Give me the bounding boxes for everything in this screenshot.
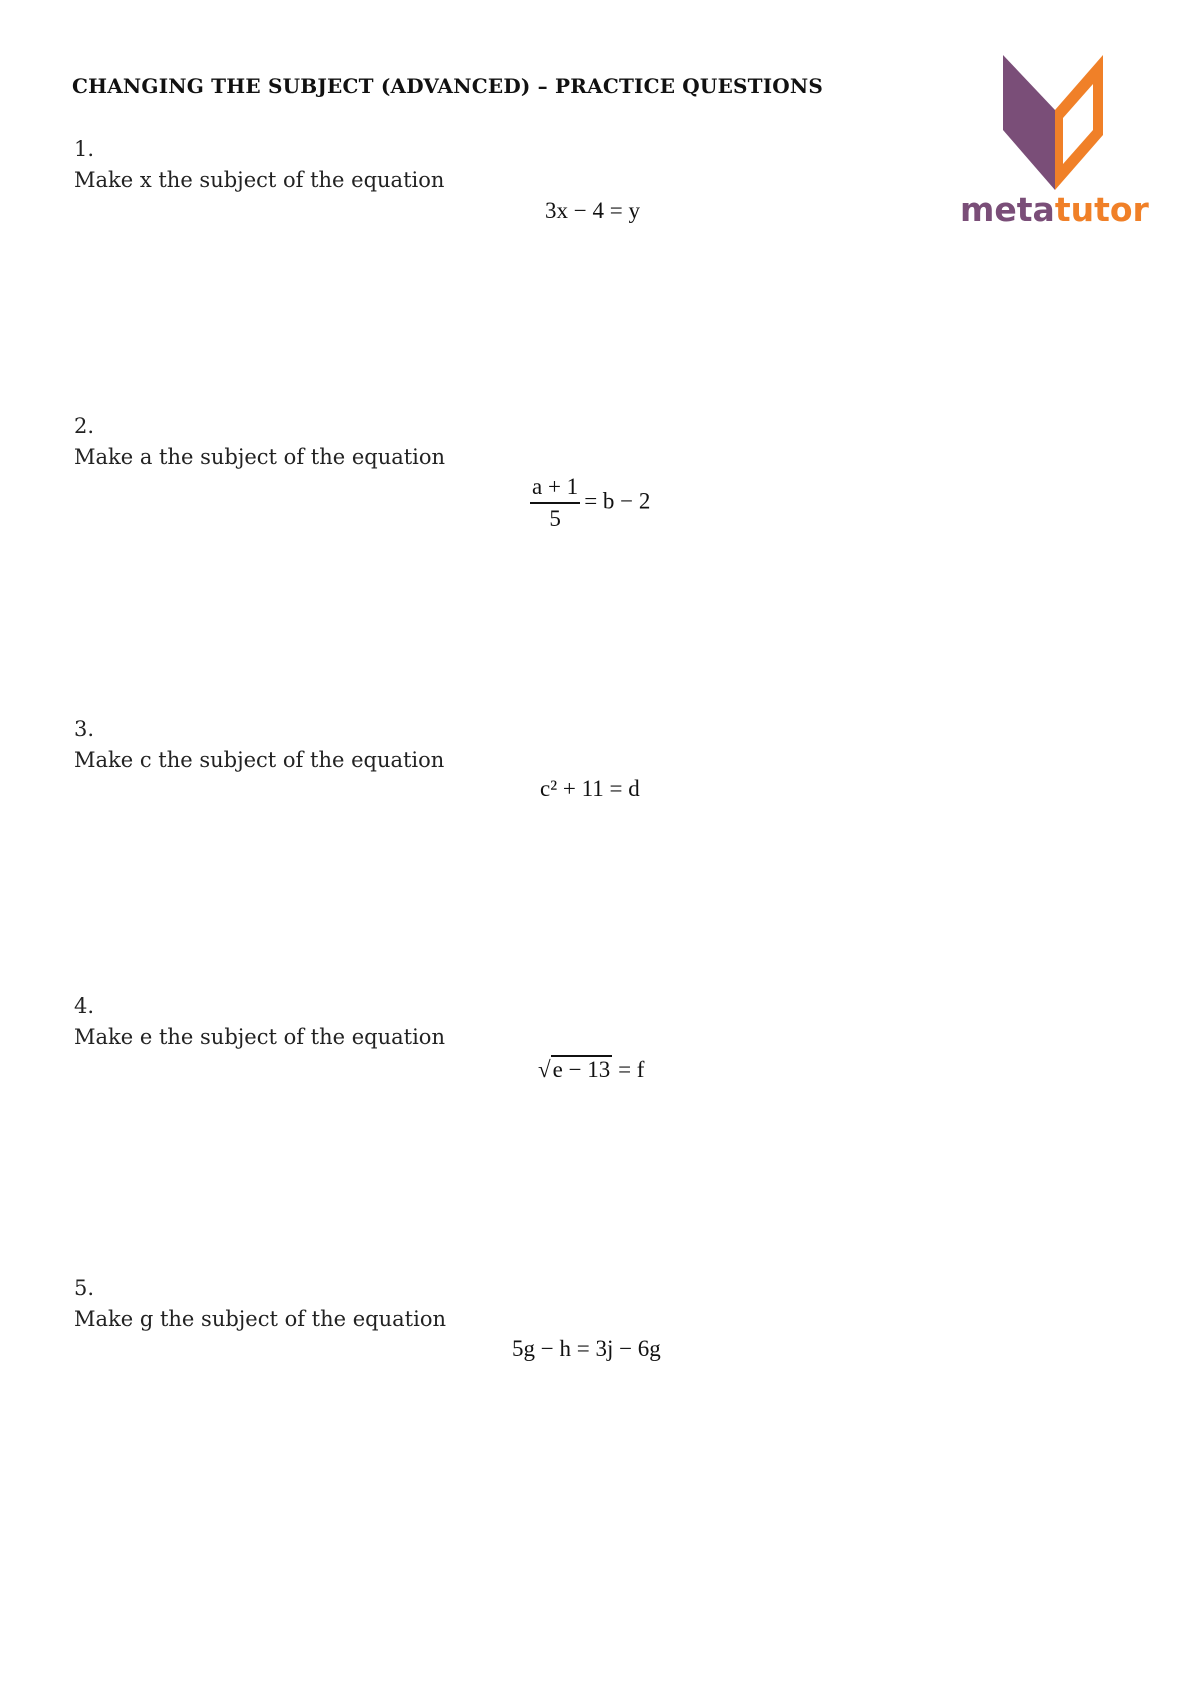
question-4 (74, 991, 445, 1053)
denominator: 5 (549, 506, 561, 531)
question-prompt: Make g the subject of the equation (74, 1307, 446, 1331)
question-3 (74, 714, 444, 776)
equation-rhs: = b − 2 (584, 488, 651, 514)
question-number: 3. (74, 717, 95, 741)
page-title: CHANGING THE SUBJECT (ADVANCED) – PRACTICE QUESTIONS (72, 74, 824, 98)
equation-rhs: = f (618, 1057, 645, 1082)
equation-5: 5g − h = 3j − 6g (512, 1336, 661, 1361)
logo-wordmark: metatutor (960, 190, 1149, 229)
question-prompt: Make e the subject of the equation (74, 1025, 445, 1049)
question-5 (74, 1273, 446, 1335)
equation-4 (538, 1057, 644, 1083)
question-number: 5. (74, 1276, 95, 1300)
question-number: 2. (74, 414, 95, 438)
equation-2 (530, 474, 650, 532)
fraction (530, 474, 580, 532)
square-root: √e − 13 (538, 1057, 611, 1082)
question-number: 4. (74, 994, 95, 1018)
question-2 (74, 411, 445, 473)
radicand: e − 13 (552, 1057, 611, 1082)
question-prompt: Make a the subject of the equation (74, 445, 446, 469)
question-prompt: Make c the subject of the equation (74, 748, 445, 772)
equation-3: c² + 11 = d (540, 776, 640, 801)
question-number: 1. (74, 137, 95, 161)
question-prompt: Make x the subject of the equation (74, 168, 445, 192)
equation-1: 3x − 4 = y (545, 198, 640, 223)
numerator: a + 1 (530, 474, 580, 504)
question-1 (74, 134, 444, 196)
